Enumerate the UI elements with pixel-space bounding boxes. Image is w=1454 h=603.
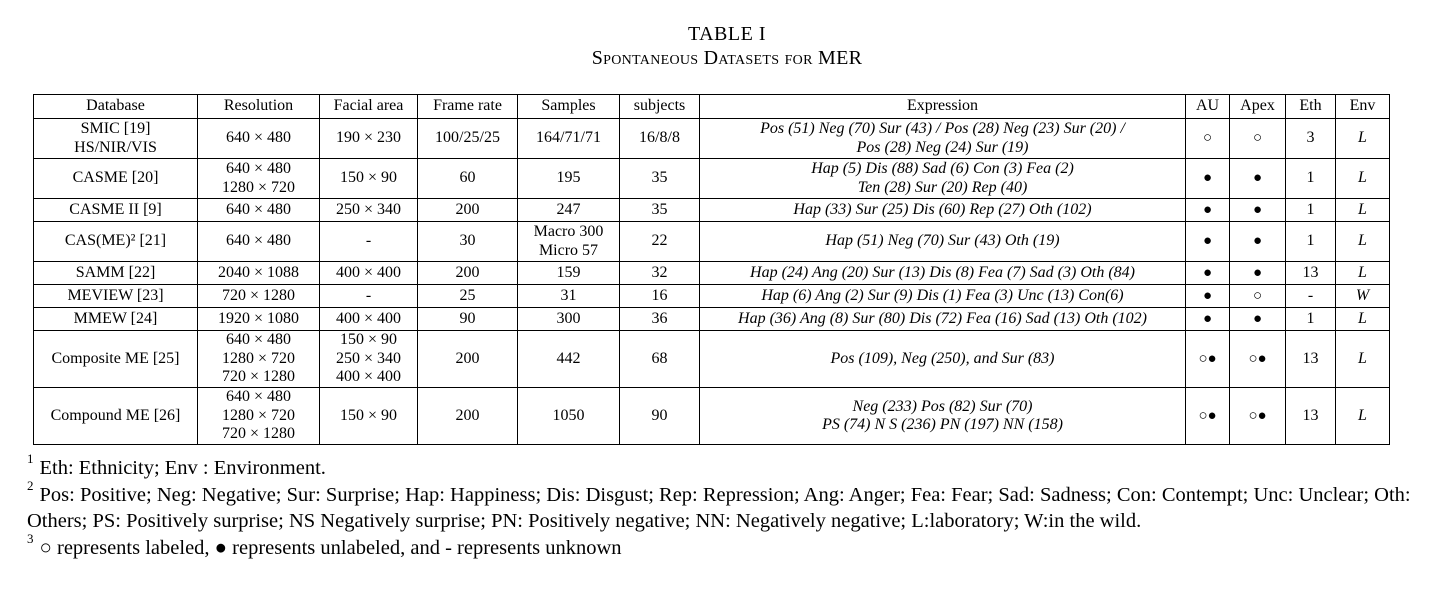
- cell-subjects: [620, 331, 700, 388]
- cell-line: 640 × 480: [225, 129, 292, 147]
- cell-line: SAMM [22]: [75, 263, 156, 281]
- datasets-table: [33, 94, 1390, 445]
- cell-subjects: [620, 119, 700, 159]
- cell-line: 150 × 90: [339, 331, 398, 349]
- column-header: Eth: [1286, 95, 1336, 119]
- cell-resolution: [198, 285, 320, 308]
- cell-samples: [518, 222, 620, 262]
- cell-eth: -: [1286, 285, 1336, 308]
- cell-line: Hap (5) Dis (88) Sad (6) Con (3) Fea (2): [811, 160, 1074, 177]
- column-header: Database: [34, 95, 198, 119]
- cell-au: ●: [1186, 308, 1230, 331]
- cell-frame-rate: [418, 308, 518, 331]
- cell-line: 250 × 340: [335, 200, 402, 218]
- cell-eth: 1: [1286, 308, 1336, 331]
- table-title: Spontaneous Datasets for MER: [591, 47, 863, 69]
- footnote-mark: 1: [27, 451, 34, 466]
- table-row: [34, 199, 1390, 222]
- cell-samples: [518, 388, 620, 445]
- cell-line: 16/8/8: [639, 129, 680, 147]
- table-row: [34, 308, 1390, 331]
- cell-samples: [518, 285, 620, 308]
- cell-line: PS (74) N S (236) PN (197) NN (158): [822, 416, 1063, 433]
- cell-subjects: [620, 159, 700, 199]
- cell-apex: ●: [1230, 308, 1286, 331]
- cell-samples: [518, 159, 620, 199]
- column-header: Apex: [1230, 95, 1286, 119]
- table-row: [34, 222, 1390, 262]
- cell-database: [34, 285, 198, 308]
- cell-line: 640 × 480: [225, 232, 292, 250]
- cell-line: Pos (51) Neg (70) Sur (43) / Pos (28) Neg (23) Sur (20) /: [760, 120, 1125, 137]
- cell-facial-area: [320, 388, 418, 445]
- cell-line: 90: [459, 309, 476, 327]
- cell-apex: ●: [1230, 159, 1286, 199]
- cell-line: Ten (28) Sur (20) Rep (40): [857, 178, 1028, 196]
- cell-samples: [518, 331, 620, 388]
- cell-env: L: [1336, 262, 1390, 285]
- cell-resolution: [198, 262, 320, 285]
- cell-line: 200: [455, 263, 480, 281]
- cell-line: -: [365, 286, 372, 304]
- cell-eth: 13: [1286, 331, 1336, 388]
- cell-eth: 1: [1286, 199, 1336, 222]
- cell-line: 150 × 90: [339, 169, 398, 187]
- cell-line: 400 × 400: [335, 368, 402, 386]
- cell-apex: ○●: [1230, 331, 1286, 388]
- cell-line: 195: [556, 169, 581, 187]
- cell-line: 1920 × 1080: [217, 309, 300, 327]
- cell-env: L: [1336, 199, 1390, 222]
- footnote-3: [27, 530, 1427, 562]
- table-body: [34, 119, 1390, 445]
- cell-line: SMIC [19]: [80, 120, 151, 137]
- cell-expression: [700, 199, 1186, 222]
- cell-line: 720 × 1280: [221, 286, 296, 304]
- cell-line: HS/NIR/VIS: [74, 138, 157, 156]
- footnote-text: Pos: Positive; Neg: Negative; Sur: Surprise; Hap: Happiness; Dis: Disgust; Rep: Repression; Ang: Anger; Fea: Fear; Sad: Sadness; Con: Contempt; Unc: Unclear; Oth: Others; PS: Positively surprise; NS Negatively surprise; PN: Positively negative; NN: Negatively negative; L:laboratory; W:in the wild.: [27, 483, 1411, 532]
- cell-line: 22: [651, 232, 668, 250]
- cell-line: 190 × 230: [335, 129, 402, 147]
- cell-au: ○●: [1186, 388, 1230, 445]
- cell-apex: ○●: [1230, 388, 1286, 445]
- cell-facial-area: [320, 308, 418, 331]
- cell-subjects: [620, 199, 700, 222]
- cell-frame-rate: [418, 159, 518, 199]
- cell-facial-area: [320, 262, 418, 285]
- cell-line: 1280 × 720: [221, 178, 296, 196]
- cell-env: L: [1336, 119, 1390, 159]
- cell-expression: [700, 262, 1186, 285]
- cell-line: 400 × 400: [335, 263, 402, 281]
- cell-resolution: [198, 199, 320, 222]
- cell-expression: [700, 222, 1186, 262]
- cell-frame-rate: [418, 331, 518, 388]
- cell-line: 2040 × 1088: [217, 263, 300, 281]
- cell-expression: [700, 388, 1186, 445]
- cell-line: 1050: [552, 406, 585, 424]
- column-header: Samples: [518, 95, 620, 119]
- cell-expression: [700, 308, 1186, 331]
- cell-line: CASME [20]: [72, 169, 159, 187]
- table-row: [34, 262, 1390, 285]
- cell-line: 250 × 340: [335, 349, 402, 367]
- cell-line: 159: [556, 263, 581, 281]
- cell-line: Pos (109), Neg (250), and Sur (83): [830, 349, 1055, 367]
- column-header: Env: [1336, 95, 1390, 119]
- cell-line: Hap (51) Neg (70) Sur (43) Oth (19): [825, 232, 1060, 250]
- cell-expression: [700, 119, 1186, 159]
- cell-resolution: [198, 308, 320, 331]
- cell-frame-rate: [418, 119, 518, 159]
- cell-env: L: [1336, 388, 1390, 445]
- cell-samples: [518, 308, 620, 331]
- cell-env: L: [1336, 159, 1390, 199]
- cell-database: [34, 222, 198, 262]
- cell-line: 442: [556, 349, 581, 367]
- footnote-text: ○ represents labeled, ● represents unlabeled, and - represents unknown: [39, 536, 622, 559]
- cell-resolution: [198, 331, 320, 388]
- cell-line: Hap (36) Ang (8) Sur (80) Dis (72) Fea (16) Sad (13) Oth (102): [738, 309, 1147, 327]
- cell-env: W: [1336, 285, 1390, 308]
- cell-line: 36: [651, 309, 668, 327]
- cell-line: Neg (233) Pos (82) Sur (70): [852, 397, 1033, 415]
- cell-line: 1280 × 720: [221, 349, 296, 367]
- cell-eth: 1: [1286, 159, 1336, 199]
- cell-line: 31: [560, 286, 577, 304]
- column-header: Expression: [700, 95, 1186, 119]
- cell-line: 640 × 480: [225, 388, 292, 406]
- cell-database: [34, 262, 198, 285]
- cell-line: 35: [651, 200, 668, 218]
- cell-database: [34, 308, 198, 331]
- column-header: subjects: [620, 95, 700, 119]
- cell-facial-area: [320, 159, 418, 199]
- cell-line: MEVIEW [23]: [67, 286, 164, 304]
- cell-database: [34, 119, 198, 159]
- cell-line: 300: [556, 309, 581, 327]
- cell-line: MMEW [24]: [73, 309, 158, 327]
- cell-line: 640 × 480: [225, 331, 292, 349]
- cell-line: -: [365, 232, 372, 250]
- cell-samples: [518, 119, 620, 159]
- cell-env: L: [1336, 308, 1390, 331]
- table-row: [34, 388, 1390, 445]
- cell-eth: 13: [1286, 262, 1336, 285]
- cell-au: ○●: [1186, 331, 1230, 388]
- cell-line: 720 × 1280: [221, 368, 296, 386]
- cell-samples: [518, 262, 620, 285]
- cell-line: 32: [651, 263, 668, 281]
- table-row: [34, 119, 1390, 159]
- cell-resolution: [198, 222, 320, 262]
- cell-au: ●: [1186, 262, 1230, 285]
- cell-subjects: [620, 308, 700, 331]
- cell-apex: ○: [1230, 119, 1286, 159]
- cell-line: 90: [651, 406, 668, 424]
- cell-line: 16: [651, 286, 668, 304]
- table-row: [34, 331, 1390, 388]
- cell-line: Micro 57: [538, 241, 599, 259]
- column-header: AU: [1186, 95, 1230, 119]
- cell-line: 640 × 480: [225, 160, 292, 177]
- cell-line: Compound ME [26]: [50, 406, 181, 424]
- cell-expression: [700, 331, 1186, 388]
- cell-line: 1280 × 720: [221, 406, 296, 424]
- cell-eth: 13: [1286, 388, 1336, 445]
- cell-frame-rate: [418, 262, 518, 285]
- cell-line: 400 × 400: [335, 309, 402, 327]
- cell-frame-rate: [418, 388, 518, 445]
- cell-line: 200: [455, 349, 480, 367]
- footnote-1: [27, 451, 1427, 482]
- cell-line: Composite ME [25]: [51, 349, 180, 367]
- cell-expression: [700, 285, 1186, 308]
- table-row: [34, 159, 1390, 199]
- cell-resolution: [198, 159, 320, 199]
- cell-database: [34, 331, 198, 388]
- cell-line: 720 × 1280: [221, 425, 296, 443]
- cell-line: 200: [455, 200, 480, 218]
- cell-env: L: [1336, 222, 1390, 262]
- cell-eth: 3: [1286, 119, 1336, 159]
- cell-apex: ●: [1230, 262, 1286, 285]
- cell-env: L: [1336, 331, 1390, 388]
- cell-frame-rate: [418, 285, 518, 308]
- footnote-mark: 2: [27, 477, 34, 493]
- cell-line: CAS(ME)² [21]: [64, 232, 167, 250]
- cell-line: 25: [459, 286, 476, 304]
- cell-apex: ○: [1230, 285, 1286, 308]
- cell-line: 247: [556, 200, 581, 218]
- cell-apex: ●: [1230, 222, 1286, 262]
- cell-samples: [518, 199, 620, 222]
- column-header: Resolution: [198, 95, 320, 119]
- cell-facial-area: [320, 331, 418, 388]
- footnote-mark: 3: [27, 530, 34, 546]
- footnote-text: Eth: Ethnicity; Env : Environment.: [39, 457, 326, 479]
- cell-facial-area: [320, 285, 418, 308]
- cell-subjects: [620, 388, 700, 445]
- cell-database: [34, 388, 198, 445]
- table-row: [34, 285, 1390, 308]
- cell-database: [34, 199, 198, 222]
- cell-database: [34, 159, 198, 199]
- cell-frame-rate: [418, 222, 518, 262]
- cell-facial-area: [320, 119, 418, 159]
- cell-line: Macro 300: [533, 223, 604, 240]
- cell-resolution: [198, 388, 320, 445]
- cell-au: ●: [1186, 159, 1230, 199]
- cell-au: ●: [1186, 285, 1230, 308]
- cell-facial-area: [320, 199, 418, 222]
- cell-line: 100/25/25: [435, 129, 500, 147]
- cell-line: CASME II [9]: [69, 200, 162, 218]
- cell-line: 60: [459, 169, 476, 187]
- column-header: Facial area: [320, 95, 418, 119]
- cell-line: 30: [459, 232, 476, 250]
- cell-line: 150 × 90: [339, 406, 398, 424]
- column-header: Frame rate: [418, 95, 518, 119]
- cell-line: 35: [651, 169, 668, 187]
- cell-resolution: [198, 119, 320, 159]
- cell-subjects: [620, 262, 700, 285]
- cell-facial-area: [320, 222, 418, 262]
- cell-line: Hap (33) Sur (25) Dis (60) Rep (27) Oth (102): [793, 200, 1092, 218]
- cell-line: 640 × 480: [225, 200, 292, 218]
- cell-line: 200: [455, 406, 480, 424]
- cell-subjects: [620, 222, 700, 262]
- cell-apex: ●: [1230, 199, 1286, 222]
- cell-line: 68: [651, 349, 668, 367]
- cell-line: Hap (24) Ang (20) Sur (13) Dis (8) Fea (7) Sad (3) Oth (84): [750, 263, 1135, 281]
- cell-expression: [700, 159, 1186, 199]
- header-row: [34, 95, 1390, 119]
- cell-subjects: [620, 285, 700, 308]
- table-label: TABLE I: [688, 23, 766, 45]
- cell-line: Hap (6) Ang (2) Sur (9) Dis (1) Fea (3) Unc (13) Con(6): [761, 286, 1124, 304]
- cell-au: ●: [1186, 222, 1230, 262]
- cell-frame-rate: [418, 199, 518, 222]
- cell-line: 164/71/71: [536, 129, 601, 147]
- cell-au: ●: [1186, 199, 1230, 222]
- footnotes: [27, 451, 1427, 561]
- cell-line: Pos (28) Neg (24) Sur (19): [856, 138, 1029, 156]
- footnote-2: [27, 477, 1427, 535]
- cell-eth: 1: [1286, 222, 1336, 262]
- cell-au: ○: [1186, 119, 1230, 159]
